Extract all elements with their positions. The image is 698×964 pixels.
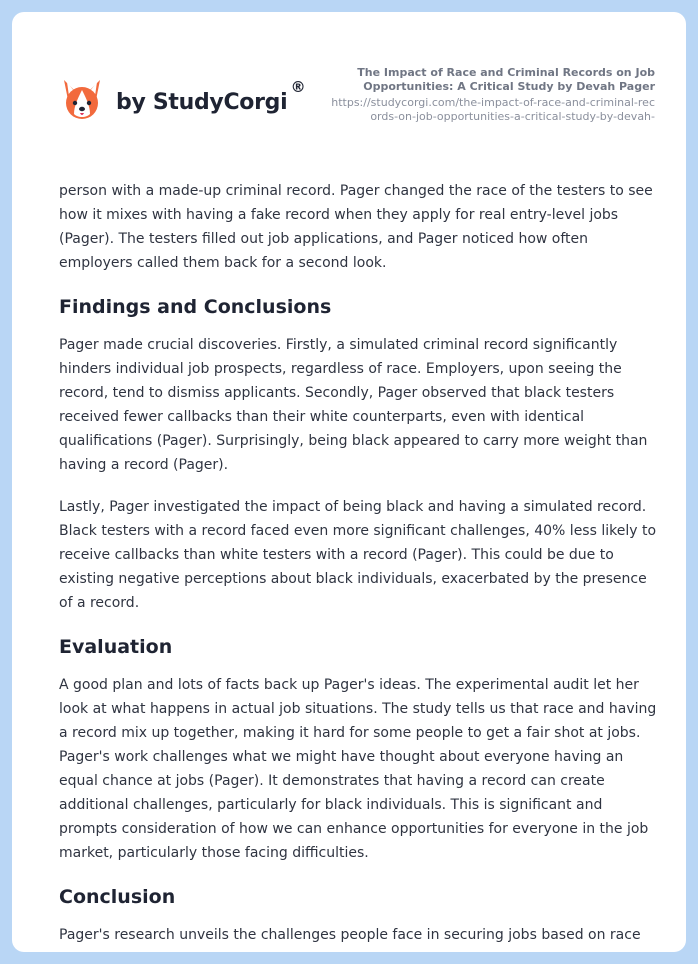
article-body <box>59 179 657 947</box>
brand-name: by StudyCorgi ® <box>116 77 306 115</box>
paragraph: Pager's research unveils the challenges people face in securing jobs based on race <box>59 927 641 943</box>
document-url[interactable]: https://studycorgi.com/the-impact-of-race-and-criminal-records-on-job-opportunities-a-critical-study-by-devah- <box>331 96 655 123</box>
paragraph: A good plan and lots of facts back up Pager's ideas. The experimental audit let her look at what happens in actual job situations. The study tells us that race and having a record mix up together, making it hard for some people to get a fair shot at jobs. Pager's work challenges what we might have thought about everyone having an equal chance at jobs (Pager). It demonstrates that having a record can create additional challenges, particularly for black individuals. This is significant and prompts consideration of how we can enhance opportunities for everyone in the job market, particularly those facing difficulties. <box>59 677 657 861</box>
paragraph: person with a made-up criminal record. Pager changed the race of the testers to see how it mixes with having a fake record when they apply for real entry-level jobs (Pager). The testers filled out job applications, and Pager noticed how often employers called them back for a second look. <box>59 183 653 271</box>
paragraph: Pager made crucial discoveries. Firstly, a simulated criminal record significantly hinders individual job prospects, regardless of race. Employers, upon seeing the record, tend to dismiss applicants. Secondly, Pager observed that black testers received fewer callbacks than their white counterparts, even with identical qualifications (Pager). Surprisingly, being black appeared to carry more weight than having a record (Pager). <box>59 337 648 473</box>
section-heading-conclusion: Conclusion <box>59 886 176 908</box>
section-heading-evaluation: Evaluation <box>59 636 173 658</box>
registered-mark: ® <box>290 77 306 96</box>
section-heading-findings: Findings and Conclusions <box>59 296 332 318</box>
logo[interactable] <box>60 76 306 122</box>
paragraph: Lastly, Pager investigated the impact of being black and having a simulated record. Black testers with a record faced even more significant challenges, 40% less likely to receive callbacks than white testers with a record (Pager). This could be due to existing negative perceptions about black individuals, exacerbated by the presence of a record. <box>59 499 657 611</box>
corgi-logo-icon <box>60 76 104 122</box>
document-title: The Impact of Race and Criminal Records on Job Opportunities: A Critical Study by Devah Pager <box>357 66 655 93</box>
page-card <box>12 12 686 952</box>
document-meta <box>325 66 655 124</box>
